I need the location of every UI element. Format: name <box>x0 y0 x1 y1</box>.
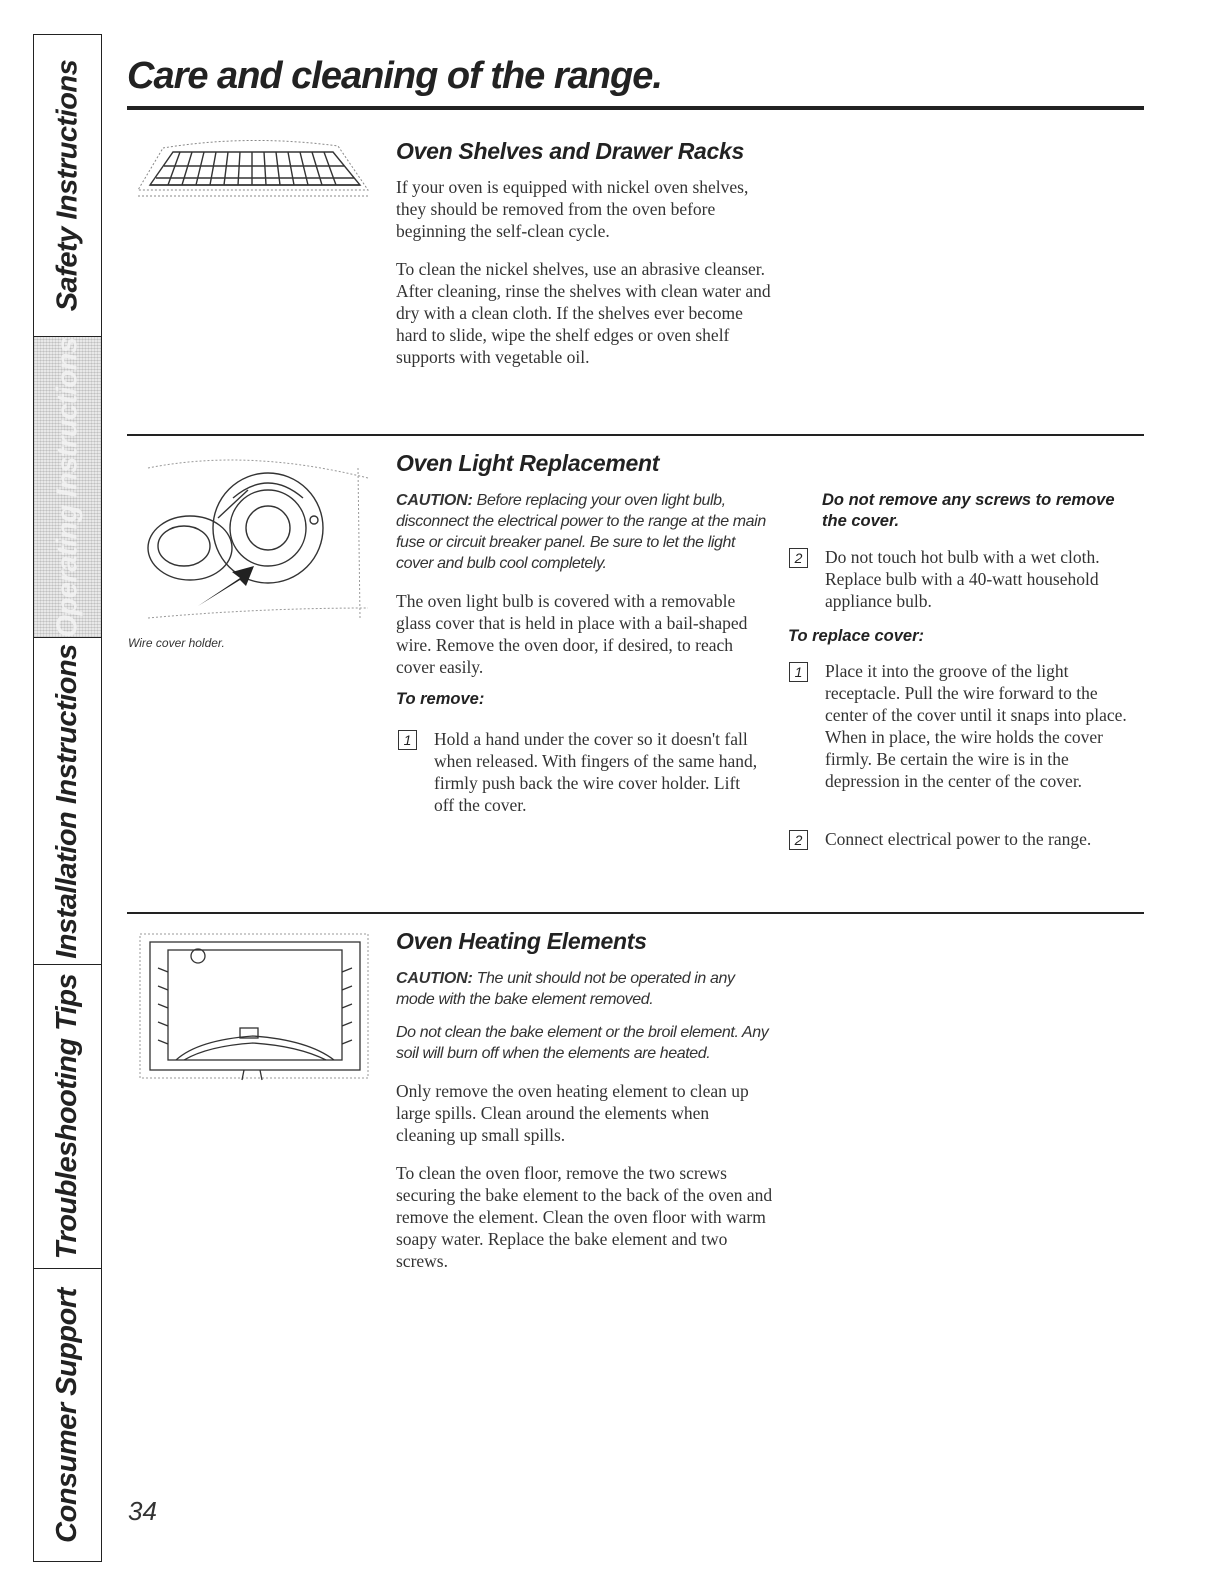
tab-label: Operating Instructions <box>51 337 84 637</box>
light-paragraph: The oven light bulb is covered with a removable glass cover that is held in place with a bail-shaped wire. Remove the oven door, if desired, to reach cover easily. <box>396 591 748 677</box>
step-text: Hold a hand under the cover so it doesn't fall when released. With fingers of the same hand, firmly push back the wire cover holder. Lift off the cover. <box>434 729 758 815</box>
section-divider <box>127 434 1144 436</box>
tab-label: Troubleshooting Tips <box>51 973 83 1260</box>
step-number-box: 2 <box>789 548 808 568</box>
light-caution <box>396 490 776 574</box>
tab-label: Consumer Support <box>51 1287 83 1543</box>
remove-step-2 <box>789 546 1119 612</box>
step-number-box: 2 <box>789 830 808 850</box>
tab-safety-instructions[interactable] <box>34 35 101 337</box>
do-not-remove-screws-warning: Do not remove any screws to remove the cover. <box>822 491 1115 530</box>
oven-interior-illustration <box>128 928 373 1088</box>
step-text: Place it into the groove of the light receptacle. Pull the wire forward to the center of the cover until it snaps into place. When in place, the wire holds the cover firmly. Be certain the wire is in the depression in the center of the cover. <box>825 661 1127 791</box>
page-title: Care and cleaning of the range. <box>127 55 662 97</box>
step-text: Connect electrical power to the range. <box>825 829 1092 849</box>
replace-step-2 <box>789 828 1149 850</box>
shelves-paragraph-1: If your oven is equipped with nickel oven shelves, they should be removed from the oven before beginning the self-clean cycle. <box>396 177 749 241</box>
caution-text: Before replacing your oven light bulb, disconnect the electrical power to the range at the main fuse or circuit breaker panel. Be sure to let the light cover and bulb cool completely. <box>396 492 766 572</box>
heating-note: Do not clean the bake element or the broil element. Any soil will burn off when the elements are heated. <box>396 1024 769 1062</box>
sidebar-nav <box>33 34 102 1562</box>
to-remove-heading: To remove: <box>396 690 485 708</box>
step-number-box: 1 <box>398 730 417 750</box>
tab-installation-instructions[interactable] <box>34 638 101 965</box>
tab-troubleshooting-tips[interactable] <box>34 965 101 1269</box>
step-text: Do not touch hot bulb with a wet cloth. Replace bulb with a 40-watt household appliance bulb. <box>825 547 1100 611</box>
step-number-box: 1 <box>789 662 808 682</box>
figure-caption: Wire cover holder. <box>128 636 225 650</box>
shelves-paragraph-2: To clean the nickel shelves, use an abrasive cleanser. After cleaning, rinse the shelves with clean water and dry with a clean cloth. If the shelves ever become hard to slide, wipe the shelf edges or oven shelf supports with vegetable oil. <box>396 259 771 367</box>
section-divider <box>127 912 1144 914</box>
tab-label: Safety Instructions <box>51 59 83 312</box>
replace-step-1 <box>789 660 1144 792</box>
tab-label: Installation Instructions <box>51 643 83 959</box>
to-replace-cover-heading: To replace cover: <box>788 627 925 645</box>
caution-text: The unit should not be operated in any mode with the bake element removed. <box>396 970 735 1008</box>
heating-paragraph-2: To clean the oven floor, remove the two screws securing the bake element to the back of the oven and remove the element. Clean the oven floor with warm soapy water. Replace the bake element and two screws. <box>396 1163 773 1271</box>
heating-paragraph-1: Only remove the oven heating element to clean up large spills. Clean around the elements when cleaning up small spills. <box>396 1081 749 1145</box>
heating-heading: Oven Heating Elements <box>396 928 647 954</box>
shelves-heading: Oven Shelves and Drawer Racks <box>396 138 744 164</box>
oven-light-illustration <box>128 448 373 628</box>
heating-caution <box>396 968 756 1010</box>
tab-consumer-support[interactable] <box>34 1269 101 1561</box>
caution-label: CAUTION: <box>396 492 473 509</box>
title-rule <box>127 106 1144 110</box>
oven-shelf-illustration <box>128 130 373 210</box>
tab-operating-instructions[interactable] <box>34 337 101 638</box>
page-number: 34 <box>128 1496 157 1526</box>
light-heading: Oven Light Replacement <box>396 450 660 476</box>
caution-label: CAUTION: <box>396 970 473 987</box>
remove-step-1 <box>398 728 758 816</box>
